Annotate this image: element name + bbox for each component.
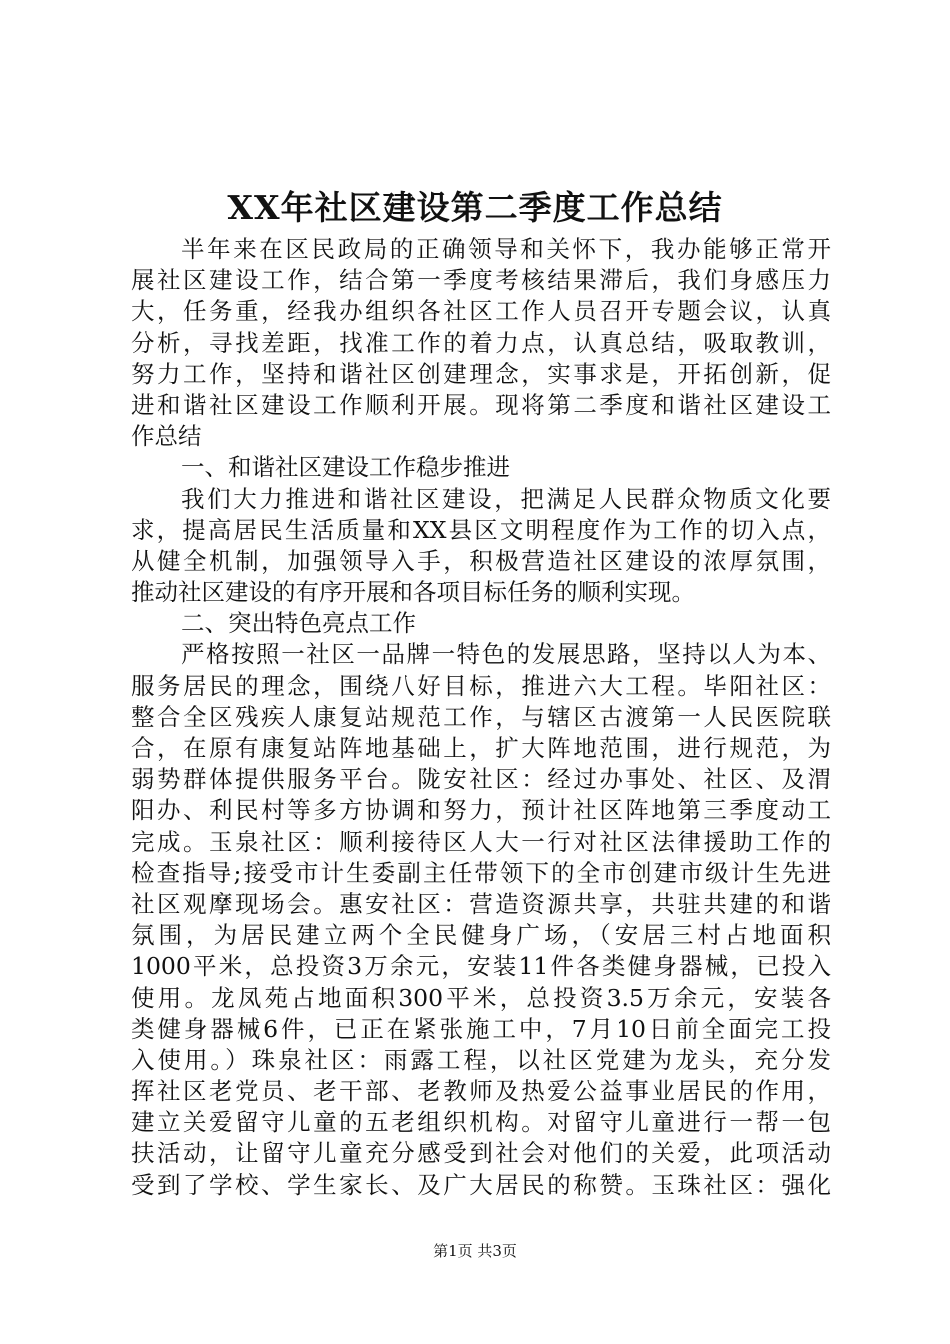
text-line: 受到了学校、学生家长、及广大居民的称赞。玉珠社区：强化 <box>131 1170 831 1199</box>
text-line: 二、突出特色亮点工作 <box>181 609 416 638</box>
text-line: 入使用。）珠泉社区：雨露工程，以社区党建为龙头，充分发 <box>131 1045 831 1074</box>
text-line: 推动社区建设的有序开展和各项目标任务的顺利实现。 <box>131 578 695 607</box>
text-line: 分析，寻找差距，找准工作的着力点，认真总结，吸取教训， <box>131 328 831 357</box>
text-line: 努力工作，坚持和谐社区创建理念，实事求是，开拓创新，促 <box>131 359 831 388</box>
text-line: 挥社区老党员、老干部、老教师及热爱公益事业居民的作用， <box>131 1077 831 1106</box>
text-line: 严格按照一社区一品牌一特色的发展思路，坚持以人为本、 <box>181 640 831 669</box>
text-line: 阳办、利民村等多方协调和努力，预计社区阵地第三季度动工 <box>131 796 831 825</box>
text-line: 使用。龙凤苑占地面积300平米，总投资3.5万余元，安装各 <box>131 983 831 1012</box>
text-line: 社区观摩现场会。惠安社区：营造资源共享，共驻共建的和谐 <box>131 889 831 918</box>
document-title: XX年社区建设第二季度工作总结 <box>227 188 723 227</box>
text-line: 服务居民的理念，围绕八好目标，推进六大工程。毕阳社区： <box>131 671 831 700</box>
text-line: 大，任务重，经我办组织各社区工作人员召开专题会议，认真 <box>131 297 831 326</box>
text-line: 从健全机制，加强领导入手，积极营造社区建设的浓厚氛围， <box>131 546 831 575</box>
text-line: 1000平米，总投资3万余元，安装11件各类健身器械，已投入 <box>131 952 831 981</box>
page-footer: 第1页 共3页 <box>433 1242 517 1260</box>
text-line: 完成。玉泉社区：顺利接待区人大一行对社区法律援助工作的 <box>131 827 831 856</box>
text-line: 氛围，为居民建立两个全民健身广场，（安居三村占地面积 <box>131 921 831 950</box>
text-line: 求，提高居民生活质量和XX县区文明程度作为工作的切入点， <box>131 515 831 544</box>
text-line: 建立关爱留守儿童的五老组织机构。对留守儿童进行一帮一包 <box>131 1108 831 1137</box>
text-line: 展社区建设工作，结合第一季度考核结果滞后，我们身感压力 <box>131 266 831 295</box>
document-body <box>131 234 831 1201</box>
text-line: 扶活动，让留守儿童充分感受到社会对他们的关爱，此项活动 <box>131 1139 831 1168</box>
text-line: 进和谐社区建设工作顺利开展。现将第二季度和谐社区建设工 <box>131 390 831 419</box>
text-line: 整合全区残疾人康复站规范工作，与辖区古渡第一人民医院联 <box>131 702 831 731</box>
text-line: 检查指导;接受市计生委副主任带领下的全市创建市级计生先进 <box>131 858 831 887</box>
text-line: 作总结 <box>131 422 202 451</box>
text-line: 类健身器械6件，已正在紧张施工中，7月10日前全面完工投 <box>131 1014 831 1043</box>
text-line: 合，在原有康复站阵地基础上，扩大阵地范围，进行规范，为 <box>131 734 831 762</box>
text-line: 我们大力推进和谐社区建设，把满足人民群众物质文化要 <box>181 484 831 513</box>
text-line: 一、和谐社区建设工作稳步推进 <box>181 453 510 482</box>
text-line: 弱势群体提供服务平台。陇安社区：经过办事处、社区、及渭 <box>131 765 831 794</box>
text-line: 半年来在区民政局的正确领导和关怀下，我办能够正常开 <box>181 235 831 263</box>
